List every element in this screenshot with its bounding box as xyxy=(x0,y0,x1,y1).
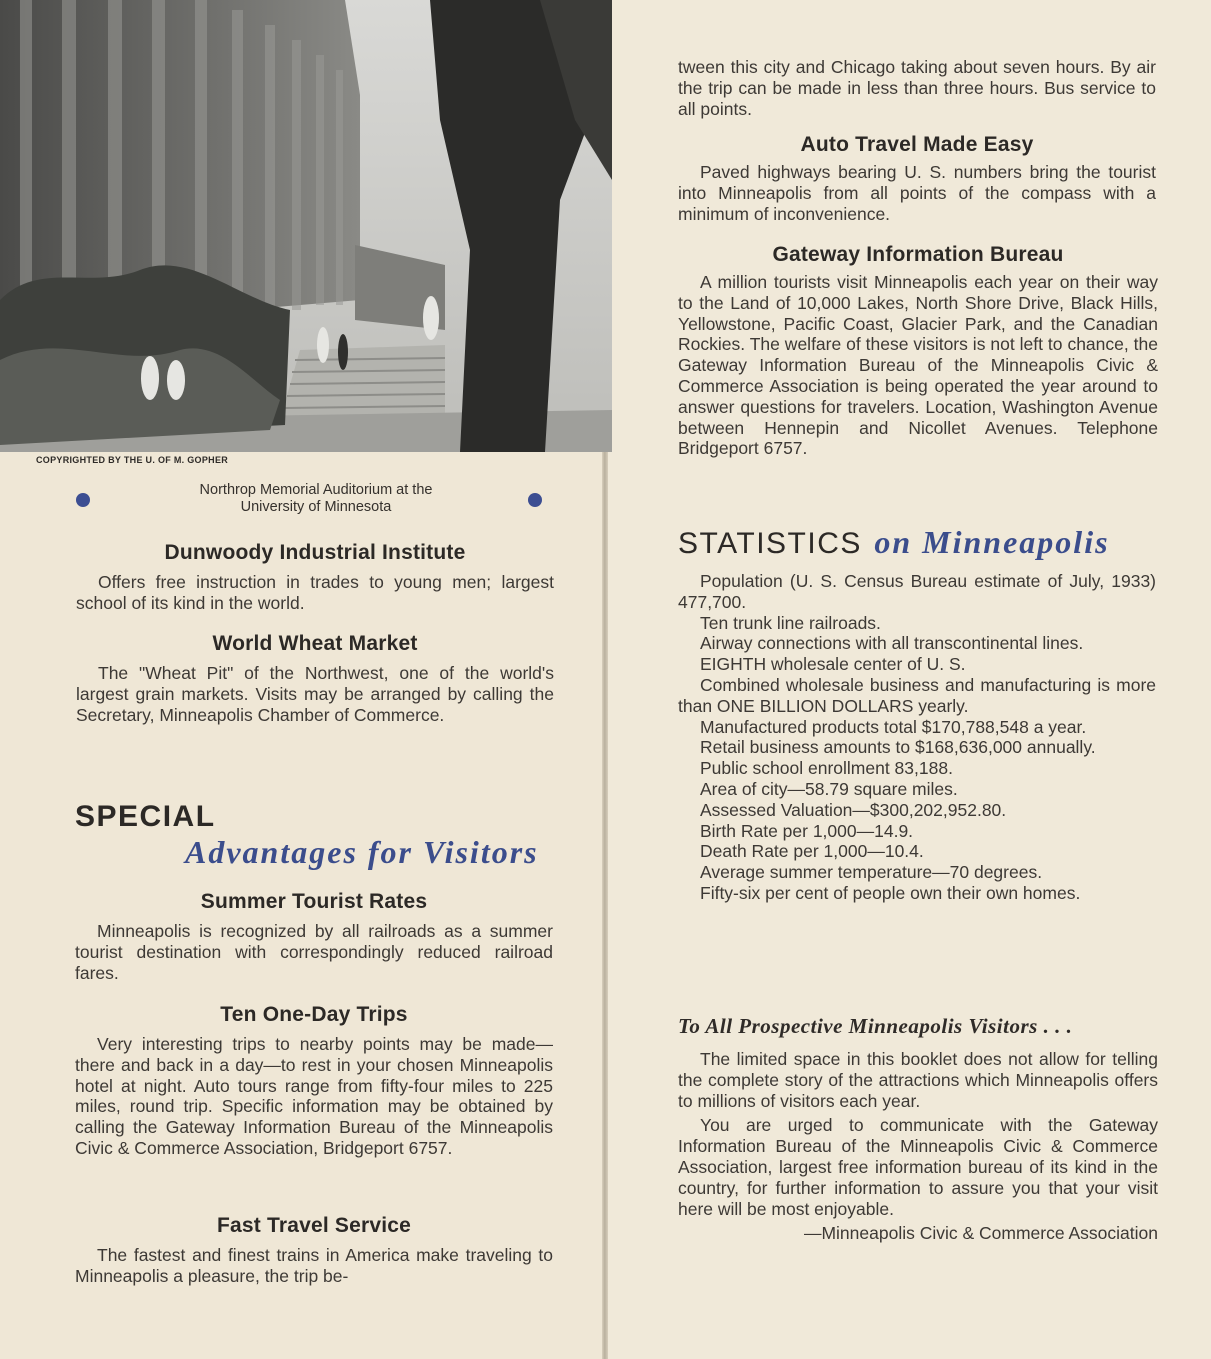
photo-caption xyxy=(120,482,512,516)
section-heading: Dunwoody Industrial Institute xyxy=(164,541,466,564)
section-heading: Ten One-Day Trips xyxy=(220,1003,408,1026)
section-text: Minneapolis is recognized by all railroads as a summer tourist destination with correspondingly reduced railroad fares. xyxy=(75,921,553,983)
statistic-item: Death Rate per 1,000—10.4. xyxy=(700,841,924,862)
section-text: The fastest and finest trains in America make traveling to Minneapolis a pleasure, the trip be- xyxy=(75,1245,553,1286)
special-title xyxy=(75,800,555,871)
bullet-dot-icon xyxy=(528,493,542,507)
statistics-subtitle: on Minneapolis xyxy=(874,524,1110,560)
section-text: tween this city and Chicago taking about seven hours. By air the trip can be made in less than three hours. Bus service to all points. xyxy=(678,57,1156,119)
section-text: Paved highways bearing U. S. numbers bring the tourist into Minneapolis from all points of the compass with a minimum of inconvenience. xyxy=(678,162,1156,224)
statistic-item: Manufactured products total $170,788,548 a year. xyxy=(700,716,1087,737)
statistic-item: Retail business amounts to $168,636,000 annually. xyxy=(700,737,1096,758)
statistic-item: Area of city—58.79 square miles. xyxy=(700,778,958,799)
special-title-text: SPECIAL xyxy=(75,800,216,833)
caption-line: University of Minnesota xyxy=(240,499,392,515)
statistic-item: Assessed Valuation—$300,202,952.80. xyxy=(700,799,1007,820)
auditorium-photo xyxy=(0,0,612,452)
statistics-title xyxy=(678,524,1158,561)
section-heading: Auto Travel Made Easy xyxy=(800,133,1034,156)
statistic-item: Fifty-six per cent of people own their own homes. xyxy=(700,882,1081,903)
bullet-dot-icon xyxy=(76,493,90,507)
statistics-list xyxy=(678,571,1156,904)
photo-credit: COPYRIGHTED BY THE U. OF M. GOPHER xyxy=(36,455,229,465)
statistic-item: EIGHTH wholesale center of U. S. xyxy=(700,654,966,675)
dunwoody-section xyxy=(76,540,554,614)
section-text: The "Wheat Pit" of the Northwest, one of the world's largest grain markets. Visits may be arranged by calling the Secretary, Minneapolis Chamber of Commerce. xyxy=(76,663,554,725)
prospective-section xyxy=(678,1014,1158,1244)
section-text: Very interesting trips to nearby points may be made—there and back in a day—to rest in your chosen Minneapolis hotel at night. Auto tours range from fifty-four miles to 225 miles, round trip. Specific information may be obtained by calling the Gateway Information Bureau of the Minneapolis Civic & Commerce Association, Bridgeport 6757. xyxy=(75,1034,553,1158)
statistic-item: Population (U. S. Census Bureau estimate of July, 1933) 477,700. xyxy=(678,571,1156,612)
auto-section xyxy=(678,132,1156,224)
statistics-title-text: STATISTICS xyxy=(678,527,862,560)
signature: —Minneapolis Civic & Commerce Association xyxy=(803,1223,1158,1244)
section-heading: Fast Travel Service xyxy=(216,1214,412,1237)
section-text: Offers free instruction in trades to young men; largest school of its kind in the world. xyxy=(76,572,554,613)
statistic-item: Average summer temperature—70 degrees. xyxy=(700,862,1043,883)
caption-line: Northrop Memorial Auditorium at the xyxy=(199,482,433,498)
wheat-section xyxy=(76,631,554,725)
section-heading: Summer Tourist Rates xyxy=(200,890,428,913)
continued-text xyxy=(678,57,1156,119)
statistic-item: Ten trunk line railroads. xyxy=(700,612,881,633)
prospective-paragraph: The limited space in this booklet does not allow for telling the complete story of the attractions which Minneapolis offers to millions of visitors each year. xyxy=(678,1049,1158,1111)
section-text: A million tourists visit Minneapolis each year on their way to the Land of 10,000 Lakes, North Shore Drive, Black Hills, Yellowstone, Pacific Coast, Glacier Park, and the Canadian Rockies. The welfare of these visitors is not left to chance, the Gateway Information Bureau of the Minneapolis Civic & Commerce Association is being operated the year around to answer questions for travelers. Location, Washington Avenue between Hennepin and Nicollet Avenues. Telephone Bridgeport 6757. xyxy=(678,272,1158,459)
gateway-section xyxy=(678,242,1158,459)
prospective-paragraph: You are urged to communicate with the Gateway Information Bureau of the Minneapolis Civic & Commerce Association, largest free information bureau of its kind in the country, for further information to assure you that your visit here will be most enjoyable. xyxy=(678,1115,1158,1219)
statistic-item: Birth Rate per 1,000—14.9. xyxy=(700,820,914,841)
prospective-heading: To All Prospective Minneapolis Visitors . . . xyxy=(678,1014,1073,1038)
statistic-item: Airway connections with all transcontinental lines. xyxy=(700,633,1084,654)
section-heading: World Wheat Market xyxy=(212,632,418,655)
special-subtitle: Advantages for Visitors xyxy=(185,834,539,870)
summer-section xyxy=(75,889,553,983)
section-heading: Gateway Information Bureau xyxy=(772,243,1064,266)
fast-section xyxy=(75,1213,553,1287)
trips-section xyxy=(75,1002,553,1159)
statistic-item: Public school enrollment 83,188. xyxy=(700,758,953,779)
statistic-item: Combined wholesale business and manufacturing is more than ONE BILLION DOLLARS yearly. xyxy=(678,674,1156,716)
